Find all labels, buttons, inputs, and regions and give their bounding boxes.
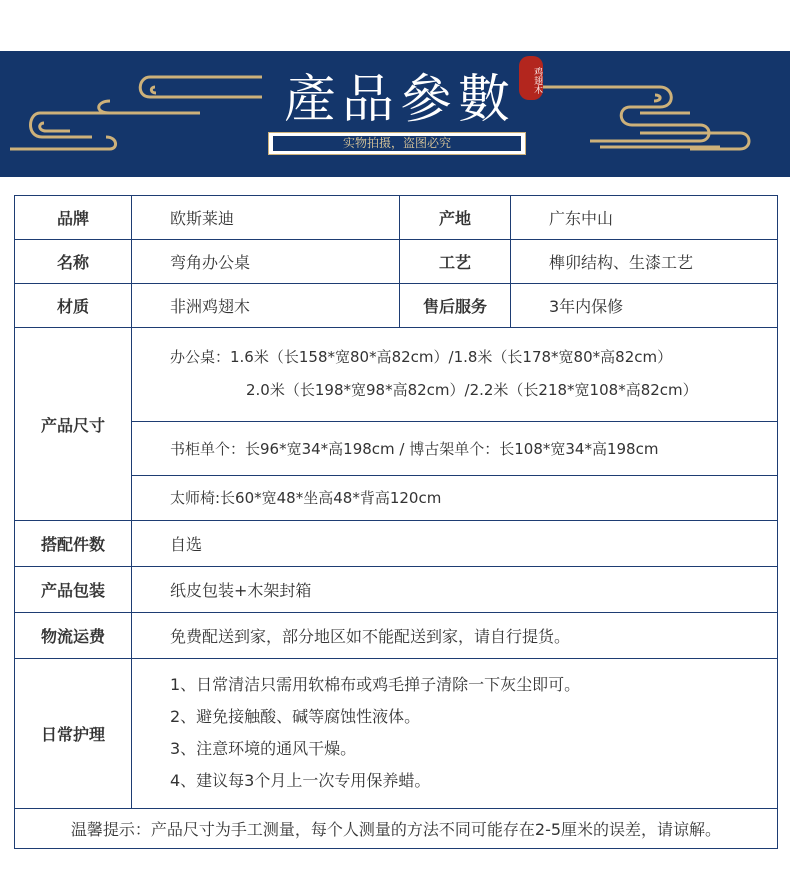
care-item-3: 3、注意环境的通风干燥。 [170, 739, 357, 758]
size-cabinet: 书柜单个：长96*宽34*高198cm / 博古架单个：长108*宽34*高198cm [170, 440, 659, 458]
care-label: 日常护理 [15, 659, 132, 809]
brand-label: 品牌 [15, 196, 132, 240]
name-value: 弯角办公桌 [132, 240, 400, 284]
care-item-1: 1、日常清洁只需用软棉布或鸡毛掸子清除一下灰尘即可。 [170, 675, 581, 694]
package-value: 纸皮包装+木架封箱 [132, 567, 778, 613]
seal-stamp-icon: 鸡翅木 [519, 56, 543, 100]
size-desk-line2: 2.0米（长198*宽98*高82cm）/2.2米（长218*宽108*高82cm） [246, 381, 698, 399]
craft-label: 工艺 [400, 240, 511, 284]
size-chair-block [132, 476, 777, 520]
service-value: 3年内保修 [511, 284, 778, 328]
accessory-value: 自选 [132, 521, 778, 567]
page-title: 產品參數 [283, 70, 516, 130]
table-row [15, 567, 778, 613]
material-value: 非洲鸡翅木 [132, 284, 400, 328]
shipping-label: 物流运费 [15, 613, 132, 659]
shipping-value: 免费配送到家，部分地区如不能配送到家，请自行提货。 [132, 613, 778, 659]
disclaimer-note: 温馨提示：产品尺寸为手工测量，每个人测量的方法不同可能存在2-5厘米的误差，请谅解。 [15, 809, 778, 849]
table-row [15, 809, 778, 849]
size-desk-block [132, 328, 777, 422]
table-row [15, 328, 778, 521]
table-row [15, 240, 778, 284]
table-row [15, 284, 778, 328]
accessory-label: 搭配件数 [15, 521, 132, 567]
table-row [15, 521, 778, 567]
craft-value: 榫卯结构、生漆工艺 [511, 240, 778, 284]
brand-value: 欧斯莱迪 [132, 196, 400, 240]
origin-label: 产地 [400, 196, 511, 240]
origin-value: 广东中山 [511, 196, 778, 240]
care-cell [132, 659, 778, 809]
page-subtitle: 实物拍摄，盗图必究 [273, 136, 521, 151]
subtitle-frame [268, 132, 526, 155]
header-banner [0, 51, 790, 177]
size-desk-line1: 办公桌：1.6米（长158*宽80*高82cm）/1.8米（长178*宽80*高82cm） [170, 348, 673, 366]
name-label: 名称 [15, 240, 132, 284]
size-cabinet-block [132, 422, 777, 476]
size-label: 产品尺寸 [15, 328, 132, 521]
table-row [15, 196, 778, 240]
spec-table [14, 195, 778, 849]
package-label: 产品包装 [15, 567, 132, 613]
table-row [15, 659, 778, 809]
material-label: 材质 [15, 284, 132, 328]
table-row [15, 613, 778, 659]
service-label: 售后服务 [400, 284, 511, 328]
care-item-4: 4、建议每3个月上一次专用保养蜡。 [170, 771, 431, 790]
care-item-2: 2、避免接触酸、碱等腐蚀性液体。 [170, 707, 421, 726]
size-chair: 太师椅:长60*宽48*坐高48*背高120cm [170, 489, 442, 507]
size-cell [132, 328, 778, 521]
